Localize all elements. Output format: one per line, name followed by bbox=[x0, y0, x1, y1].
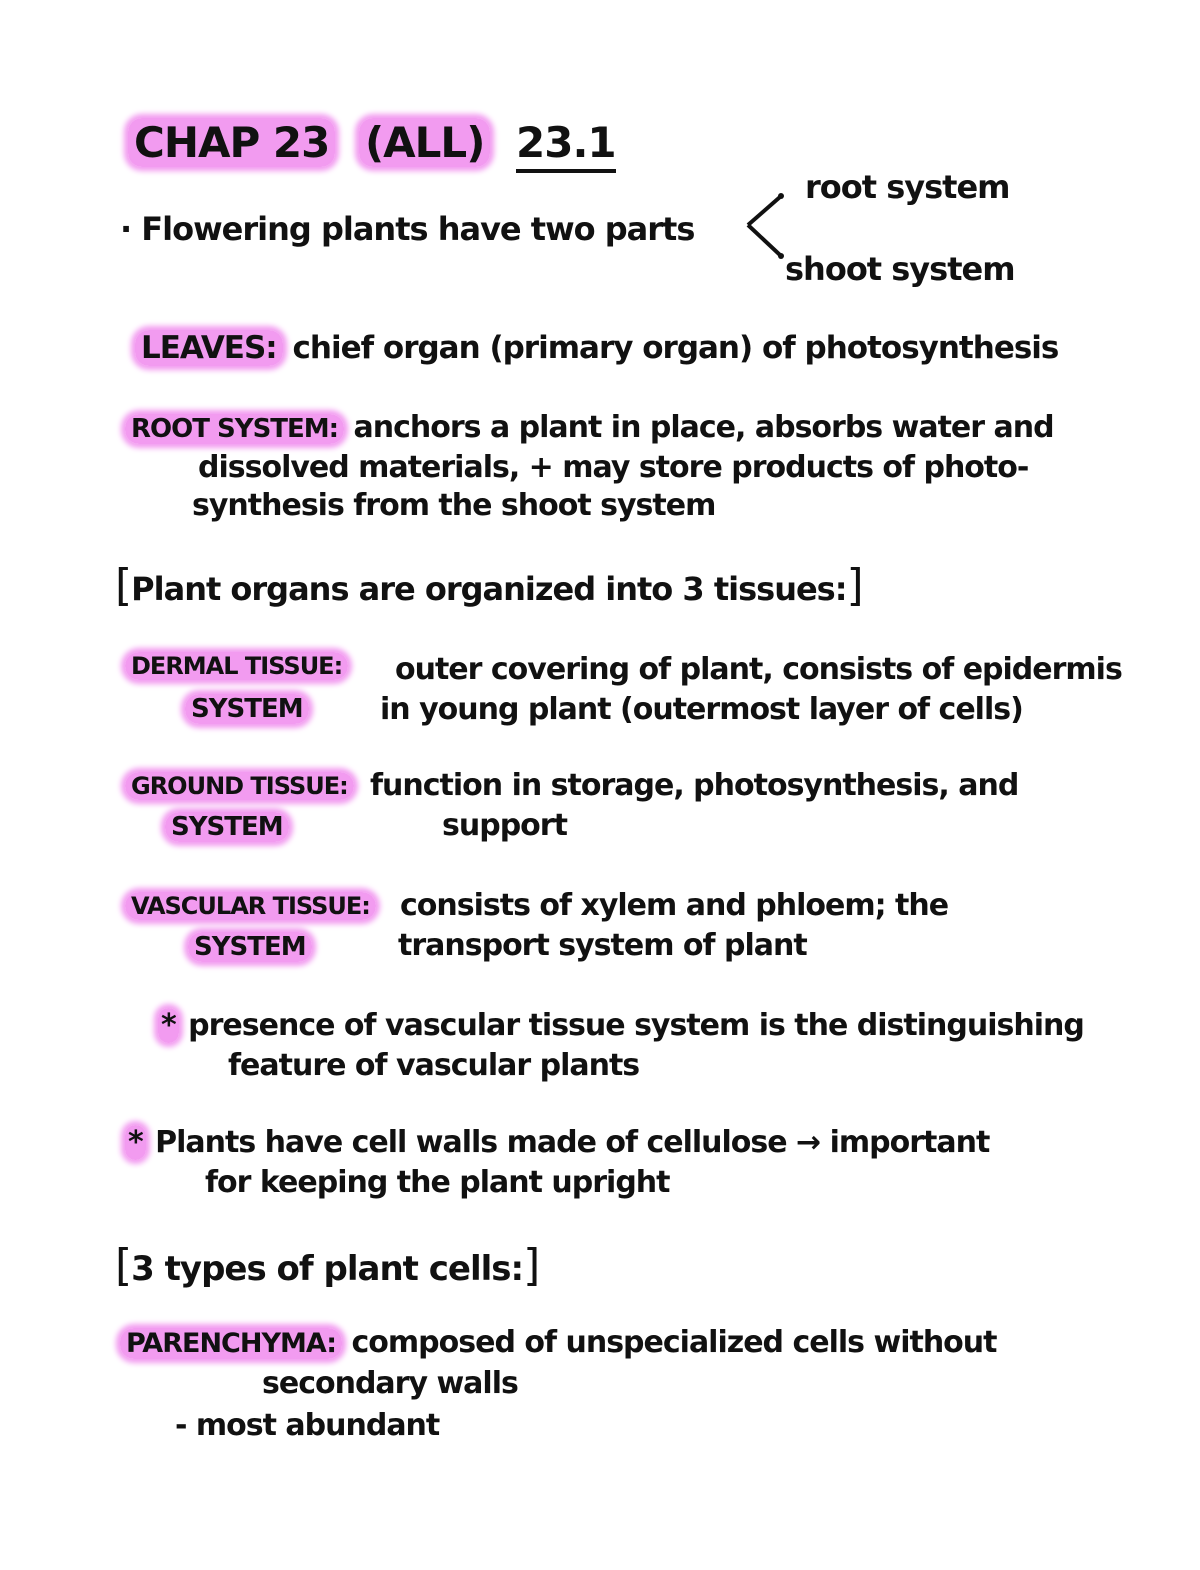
dermal-line-2: in young plant (outermost layer of cells) bbox=[380, 692, 1023, 727]
shoot-system-part: shoot system bbox=[785, 250, 1015, 288]
chapter-label: CHAP 23 bbox=[128, 118, 335, 167]
walls-note-line-1: Plants have cell walls made of cellulose → important bbox=[155, 1125, 990, 1160]
open-bracket: [ bbox=[115, 1240, 132, 1291]
asterisk-icon: * bbox=[158, 1008, 179, 1043]
section-number: 23.1 bbox=[516, 118, 616, 173]
intro-line bbox=[120, 210, 694, 248]
tissues-heading bbox=[115, 560, 863, 611]
ground-line-1: function in storage, photosynthesis, and bbox=[370, 768, 1019, 803]
ground-term-2 bbox=[165, 812, 289, 842]
page-title bbox=[128, 118, 616, 167]
root-system-term: ROOT SYSTEM: bbox=[125, 414, 344, 444]
bullet: · bbox=[120, 210, 132, 248]
tissues-heading-text: Plant organs are organized into 3 tissues: bbox=[131, 570, 847, 608]
vascular-line-1: consists of xylem and phloem; the bbox=[400, 888, 949, 923]
parenchyma-line-2: secondary walls bbox=[262, 1366, 518, 1401]
vascular-line-2: transport system of plant bbox=[398, 928, 807, 963]
leaves-term: LEAVES: bbox=[135, 330, 283, 366]
dermal-term-line-1: DERMAL TISSUE: bbox=[125, 652, 348, 680]
parenchyma-entry bbox=[120, 1325, 996, 1360]
walls-note bbox=[125, 1125, 989, 1160]
parenchyma-line-1: composed of unspecialized cells without bbox=[351, 1325, 997, 1360]
cells-heading-text: 3 types of plant cells: bbox=[131, 1249, 524, 1289]
vascular-note-line-1: presence of vascular tissue system is the distinguishing bbox=[188, 1008, 1084, 1043]
dermal-term-2 bbox=[185, 694, 309, 724]
asterisk-icon: * bbox=[125, 1125, 146, 1160]
intro-text: Flowering plants have two parts bbox=[141, 210, 695, 248]
leaves-entry bbox=[135, 330, 1058, 366]
vascular-term-2 bbox=[188, 932, 312, 962]
vascular-term-line-1: VASCULAR TISSUE: bbox=[125, 892, 376, 920]
vascular-note-line-2: feature of vascular plants bbox=[228, 1048, 640, 1083]
ground-term-line-1: GROUND TISSUE: bbox=[125, 772, 354, 800]
open-bracket: [ bbox=[115, 560, 132, 611]
cells-heading bbox=[115, 1240, 539, 1291]
close-bracket: ] bbox=[523, 1240, 540, 1291]
root-system-line-1: anchors a plant in place, absorbs water and bbox=[353, 410, 1054, 445]
ground-term bbox=[125, 772, 354, 800]
vascular-term bbox=[125, 892, 376, 920]
leaves-definition: chief organ (primary organ) of photosynthesis bbox=[292, 330, 1059, 366]
dermal-term-line-2: SYSTEM bbox=[185, 694, 309, 724]
vascular-term-line-2: SYSTEM bbox=[188, 932, 312, 962]
branch-arrows bbox=[740, 185, 790, 265]
dermal-line-1: outer covering of plant, consists of epidermis bbox=[395, 652, 1122, 687]
parenchyma-sub: - most abundant bbox=[175, 1408, 440, 1443]
close-bracket: ] bbox=[846, 560, 863, 611]
scope-label: (ALL) bbox=[359, 118, 490, 167]
ground-line-2: support bbox=[442, 808, 567, 843]
ground-term-line-2: SYSTEM bbox=[165, 812, 289, 842]
parenchyma-term: PARENCHYMA: bbox=[120, 1328, 342, 1359]
root-system-part: root system bbox=[805, 168, 1010, 206]
vascular-note bbox=[158, 1008, 1084, 1043]
dermal-term bbox=[125, 652, 348, 680]
root-system-line-2: dissolved materials, + may store products of photo- bbox=[198, 450, 1029, 485]
root-system-entry bbox=[125, 410, 1054, 445]
root-system-line-3: synthesis from the shoot system bbox=[192, 488, 716, 523]
walls-note-line-2: for keeping the plant upright bbox=[205, 1165, 670, 1200]
